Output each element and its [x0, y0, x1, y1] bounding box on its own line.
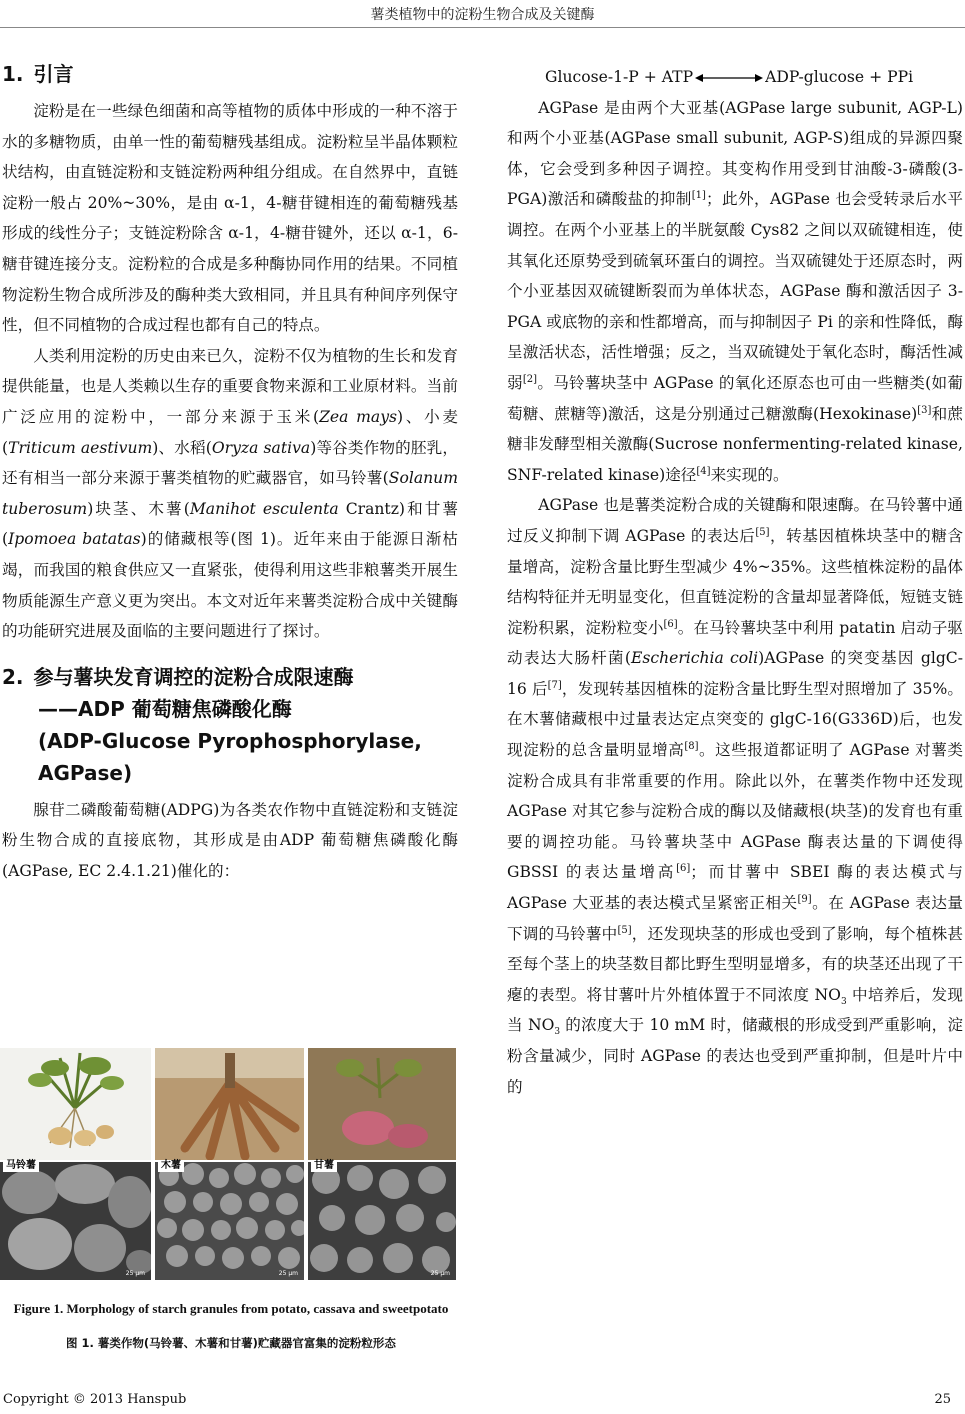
section-2-number: 2.: [2, 664, 24, 689]
intro-paragraph-1: 淀粉是在一些绿色细菌和高等植物的质体中形成的一种不溶于水的多糖物质，由单一性的葡萄糖残基组成。淀粉粒呈半晶体颗粒状结构，由直链淀粉和支链淀粉两种组分组成。在自然界中，直链淀粉一般占 20%~30%，是由 α-1，4-糖苷键相连的葡萄糖残基形成的线性分子；支链淀粉除含 α-1，4-糖苷键外，还以 α-1，6-糖苷键连接分支。淀粉粒的合成是多种酶协同作用的结果。不同植物淀粉生物合成所涉及的酶种类大致相同，并且具有种间序列保守性，但不同植物的合成过程也都有自己的特点。: [2, 102, 458, 335]
section-1-title: 引言: [33, 62, 74, 86]
potato-plant-photo: [0, 1048, 151, 1160]
panel-label-sweetpotato: 甘薯: [311, 1160, 337, 1172]
reaction-equation: Glucose-1-P + ATP ADP-glucose + PPi: [545, 68, 914, 86]
reversible-arrow-icon: [695, 73, 763, 83]
page-number: 25: [934, 1392, 951, 1407]
panel-label-cassava: 木薯: [158, 1160, 184, 1172]
agpase-paragraph-1: 腺苷二磷酸葡萄糖(ADPG)为各类农作物中直链淀粉和支链淀粉生物合成的直接底物，其形成是由ADP 葡萄糖焦磷酸化酶(AGPase, EC 2.4.1.21)催化的：: [2, 800, 458, 880]
scale-bar-label: 25 μm: [430, 1270, 450, 1277]
agpase-paragraph-3: AGPase 也是薯类淀粉合成的关键酶和限速酶。在马铃薯中通过反义抑制下调 AGPase 的表达后[5]，转基因植株块茎中的糖含量增高，淀粉含量比野生型减少 4%~35%。这些植株淀粉的晶体结构特征并无明显变化，但直链淀粉的含量却显著降低，短链支链淀粉积累，淀粉粒变小[6]。在马铃薯块茎中利用 patatin 启动子驱动表达大肠杆菌(Escherichia coli)AGPase 的突变基因 glgC-16 后[7]，发现转基因植株的淀粉含量比野生型对照增加了 35%。在木薯储藏根中过量表达定点突变的 glgC-16(G336D)后，也发现淀粉的总含量明显增高[8]。这些报道都证明了 AGPase 对薯类淀粉合成具有非常重要的作用。除此以外，在薯类作物中还发现 AGPase 对其它参与淀粉合成的酶以及储藏根(块茎)的发育也有重要的调控功能。马铃薯块茎中 AGPase 酶表达量的下调使得 GBSSI 的表达量增高[6]；而甘薯中 SBEI 酶的表达模式与 AGPase 大亚基的表达模式呈紧密正相关[9]。在 AGPase 表达量下调的马铃薯中[5]，还发现块茎的形成也受到了影响，每个植株甚至每个茎上的块茎数目都比野生型明显增多，有的块茎还出现了干瘪的表型。将甘薯叶片外植体置于不同浓度 $NO_3$ 中培养后，发现当 $NO_3$ 的浓度大于 10 mM 时，储藏根的形成受到严重影响，淀粉含量减少，同时 AGPase 的表达也受到严重抑制，但是叶片中的: [507, 496, 964, 1096]
sweetpotato-starch-sem: [308, 1162, 456, 1280]
running-header: 薯类植物中的淀粉生物合成及关键酶: [370, 7, 595, 23]
section-1-heading: [2, 58, 458, 90]
cassava-starch-sem: [155, 1162, 304, 1280]
section-1-number: 1.: [2, 62, 24, 86]
figure-1: [0, 1048, 456, 1280]
sweetpotato-plant-photo: [308, 1048, 456, 1160]
header-rule: [0, 27, 965, 28]
right-column: [507, 62, 963, 1102]
agpase-paragraph-2: AGPase 是由两个大亚基(AGPase large subunit, AGP-L)和两个小亚基(AGPase small subunit, AGP-S)组成的异源四聚体，它会受到多种因子调控。其变构作用受到甘油酸-3-磷酸(3-PGA)激活和磷酸盐的抑制[1]；此外，AGPase 也会受转录后水平调控。在两个小亚基上的半胱氨酸 Cys82 之间以双硫键相连，使其氧化还原势受到硫氧环蛋白的调控。当双硫键处于还原态时，两个小亚基因双硫键断裂而为单体状态，AGPase 酶和激活因子 3-PGA 或底物的亲和性都增高，而与抑制因子 Pi 的亲和性降低，酶呈激活状态，活性增强；反之，当双硫键处于氧化态时，酶活性减弱[2]。马铃薯块茎中 AGPase 的氧化还原态也可由一些糖类(如葡萄糖、蔗糖等)激活，这是分别通过己糖激酶(Hexokinase)[3]和蔗糖非发酵型相关激酶(Sucrose nonfermenting-related kinase, SNF-related kinase)途径[4]来实现的。: [507, 98, 963, 484]
figure-caption-chinese: 图 1. 薯类作物(马铃薯、木薯和甘薯)贮藏器官富集的淀粉粒形态: [66, 1336, 396, 1350]
potato-starch-sem: [0, 1162, 151, 1280]
left-column: [2, 58, 458, 887]
section-2-heading: 2. 参与薯块发育调控的淀粉合成限速酶 ——ADP 葡萄糖焦磷酸化酶 (ADP-Glucose Pyrophosphorylase, AGPase): [2, 664, 422, 785]
copyright-footer: Copyright © 2013 Hanspub: [3, 1392, 187, 1407]
panel-label-potato: 马铃薯: [3, 1160, 39, 1172]
scale-bar-label: 25 μm: [278, 1270, 298, 1277]
cassava-plant-photo: [155, 1048, 304, 1160]
figure-caption-english: Figure 1. Morphology of starch granules from potato, cassava and sweetpotato: [13, 1301, 449, 1316]
scale-bar-label: 25 μm: [125, 1270, 145, 1277]
intro-paragraph-2: 人类利用淀粉的历史由来已久，淀粉不仅为植物的生长和发育提供能量，也是人类赖以生存的重要食物来源和工业原材料。当前广泛应用的淀粉中，一部分来源于玉米(Zea mays)、小麦(Triticum aestivum)、水稻(Oryza sativa)等谷类作物的胚乳，还有相当一部分来源于薯类植物的贮藏器官，如马铃薯(Solanum tuberosum)块茎、木薯(Manihot esculenta Crantz)和甘薯(Ipomoea batatas)的储藏根等(图 1)。近年来由于能源日渐枯竭，而我国的粮食供应又一直紧张，使得利用这些非粮薯类开展生物质能源生产意义更为突出。本文对近年来薯类淀粉合成中关键酶的功能研究进展及面临的主要问题进行了探讨。: [2, 346, 459, 641]
